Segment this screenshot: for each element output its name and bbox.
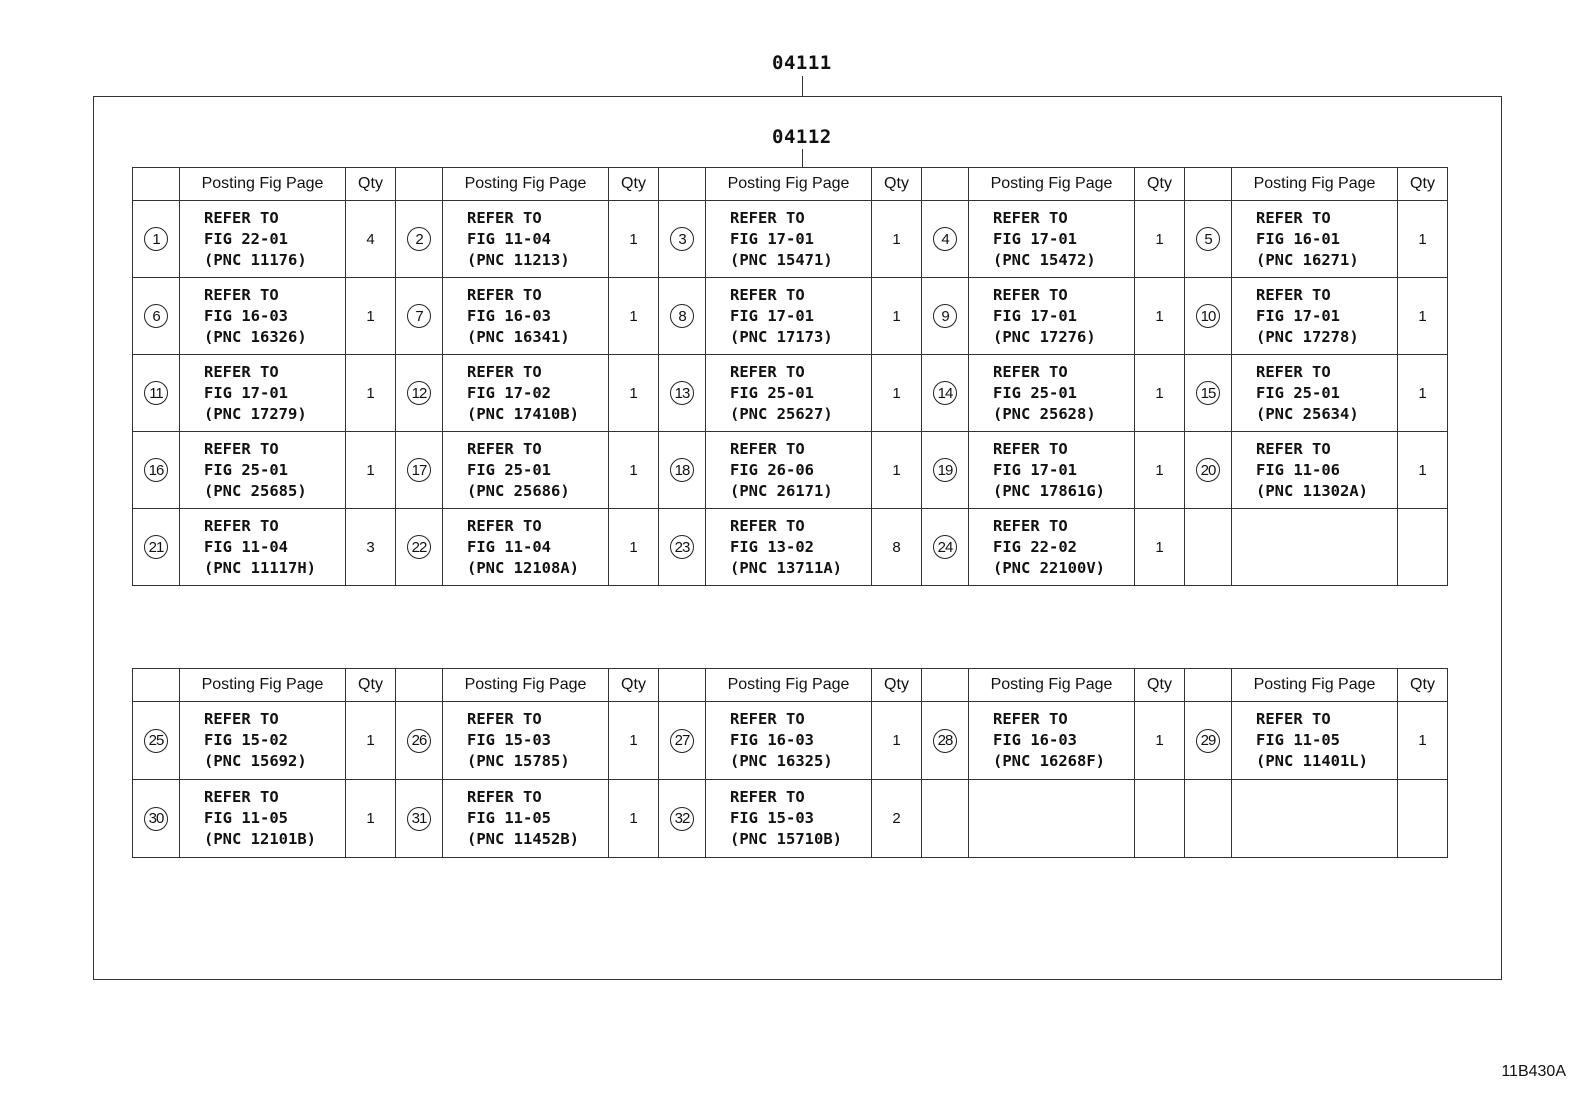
subassembly-label: 04112 — [772, 126, 832, 148]
quantity-cell — [1398, 780, 1448, 858]
header-posting-fig-page: Posting Fig Page — [969, 168, 1135, 201]
fig-page-text: FIG 16-03 — [730, 731, 814, 749]
fig-page-text: FIG 17-01 — [730, 229, 814, 248]
quantity-cell: 1 — [609, 702, 659, 780]
header-blank-cell — [659, 168, 706, 201]
item-number-cell — [396, 355, 443, 432]
pnc-text: (PNC 26171) — [730, 481, 833, 500]
refer-to-text: REFER TO — [467, 208, 542, 227]
item-number-callout: 19 — [933, 458, 957, 482]
refer-to-text: REFER TO — [993, 285, 1068, 304]
reference-cell — [706, 702, 872, 780]
pnc-text: (PNC 16325) — [730, 752, 833, 770]
reference-cell — [180, 702, 346, 780]
fig-page-text: FIG 11-04 — [204, 537, 288, 556]
fig-page-text: FIG 25-01 — [467, 460, 551, 479]
reference-cell — [1232, 355, 1398, 432]
item-number-cell — [922, 702, 969, 780]
pnc-text: (PNC 17410B) — [467, 404, 579, 423]
item-number-cell — [659, 702, 706, 780]
table-row — [133, 702, 1448, 780]
reference-cell — [969, 702, 1135, 780]
quantity-cell: 1 — [609, 278, 659, 355]
pnc-text: (PNC 12108A) — [467, 558, 579, 577]
pnc-text: (PNC 25627) — [730, 404, 833, 423]
item-number-cell — [922, 355, 969, 432]
quantity-cell: 1 — [346, 278, 396, 355]
item-number-cell — [1185, 355, 1232, 432]
item-number-callout: 8 — [670, 304, 694, 328]
reference-cell — [180, 278, 346, 355]
fig-page-text: FIG 15-03 — [730, 809, 814, 827]
reference-cell — [180, 355, 346, 432]
table-header-row — [133, 669, 1448, 702]
quantity-cell: 1 — [1135, 702, 1185, 780]
pnc-text: (PNC 13711A) — [730, 558, 842, 577]
quantity-cell: 1 — [872, 432, 922, 509]
header-posting-fig-page: Posting Fig Page — [443, 669, 609, 702]
fig-page-text: FIG 22-01 — [204, 229, 288, 248]
table-row — [133, 509, 1448, 586]
item-number-cell — [396, 278, 443, 355]
item-number-callout: 13 — [670, 381, 694, 405]
reference-cell — [180, 432, 346, 509]
quantity-cell: 1 — [609, 780, 659, 858]
refer-to-text: REFER TO — [993, 439, 1068, 458]
fig-page-text: FIG 15-03 — [467, 731, 551, 749]
item-number-callout: 24 — [933, 535, 957, 559]
pnc-text: (PNC 16271) — [1256, 250, 1359, 269]
quantity-cell: 1 — [346, 702, 396, 780]
reference-cell — [706, 509, 872, 586]
quantity-cell: 8 — [872, 509, 922, 586]
item-number-cell — [133, 702, 180, 780]
reference-cell — [443, 278, 609, 355]
pnc-text: (PNC 15710B) — [730, 830, 842, 848]
fig-page-text: FIG 17-01 — [730, 306, 814, 325]
item-number-callout: 6 — [144, 304, 168, 328]
reference-cell — [969, 432, 1135, 509]
quantity-cell: 1 — [1135, 355, 1185, 432]
refer-to-text: REFER TO — [730, 710, 805, 728]
reference-cell — [180, 509, 346, 586]
reference-cell — [969, 355, 1135, 432]
header-posting-fig-page: Posting Fig Page — [706, 669, 872, 702]
item-number-cell — [396, 509, 443, 586]
pnc-text: (PNC 11302A) — [1256, 481, 1368, 500]
header-posting-fig-page: Posting Fig Page — [706, 168, 872, 201]
header-blank-cell — [396, 669, 443, 702]
refer-to-text: REFER TO — [993, 208, 1068, 227]
item-number-callout: 29 — [1196, 729, 1220, 753]
pnc-text: (PNC 16268F) — [993, 752, 1105, 770]
item-number-callout: 5 — [1196, 227, 1220, 251]
fig-page-text: FIG 11-04 — [467, 537, 551, 556]
fig-page-text: FIG 25-01 — [204, 460, 288, 479]
pnc-text: (PNC 25685) — [204, 481, 307, 500]
item-number-cell — [659, 201, 706, 278]
header-qty: Qty — [1135, 669, 1185, 702]
quantity-cell: 1 — [1398, 278, 1448, 355]
reference-cell — [706, 432, 872, 509]
pnc-text: (PNC 15785) — [467, 752, 570, 770]
item-number-callout: 28 — [933, 729, 957, 753]
refer-to-text: REFER TO — [204, 362, 279, 381]
quantity-cell: 1 — [1398, 432, 1448, 509]
pnc-text: (PNC 16341) — [467, 327, 570, 346]
refer-to-text: REFER TO — [204, 710, 279, 728]
reference-cell — [1232, 278, 1398, 355]
header-qty: Qty — [1398, 168, 1448, 201]
item-number-callout: 30 — [144, 807, 168, 831]
pnc-text: (PNC 12101B) — [204, 830, 316, 848]
quantity-cell — [1135, 780, 1185, 858]
item-number-cell — [396, 201, 443, 278]
parts-reference-table-2 — [132, 668, 1448, 858]
item-number-callout: 11 — [144, 381, 168, 405]
pnc-text: (PNC 25634) — [1256, 404, 1359, 423]
item-number-cell — [659, 278, 706, 355]
refer-to-text: REFER TO — [204, 516, 279, 535]
table-row — [133, 201, 1448, 278]
assembly-label: 04111 — [772, 52, 832, 74]
item-number-cell — [922, 780, 969, 858]
reference-cell — [443, 509, 609, 586]
quantity-cell — [1398, 509, 1448, 586]
refer-to-text: REFER TO — [204, 439, 279, 458]
quantity-cell: 1 — [1135, 432, 1185, 509]
refer-to-text: REFER TO — [204, 208, 279, 227]
quantity-cell: 1 — [609, 201, 659, 278]
pnc-text: (PNC 17173) — [730, 327, 833, 346]
fig-page-text: FIG 16-01 — [1256, 229, 1340, 248]
item-number-callout: 1 — [144, 227, 168, 251]
reference-cell — [706, 355, 872, 432]
quantity-cell: 1 — [872, 355, 922, 432]
reference-cell — [1232, 432, 1398, 509]
quantity-cell: 1 — [1135, 509, 1185, 586]
pnc-text: (PNC 25628) — [993, 404, 1096, 423]
quantity-cell: 1 — [1398, 702, 1448, 780]
header-qty: Qty — [872, 168, 922, 201]
refer-to-text: REFER TO — [1256, 439, 1331, 458]
refer-to-text: REFER TO — [993, 710, 1068, 728]
pnc-text: (PNC 25686) — [467, 481, 570, 500]
header-blank-cell — [133, 669, 180, 702]
quantity-cell: 4 — [346, 201, 396, 278]
item-number-cell — [922, 432, 969, 509]
reference-cell — [443, 702, 609, 780]
quantity-cell: 1 — [346, 780, 396, 858]
item-number-cell — [1185, 780, 1232, 858]
fig-page-text: FIG 25-01 — [1256, 383, 1340, 402]
quantity-cell: 1 — [609, 432, 659, 509]
header-qty: Qty — [1398, 669, 1448, 702]
fig-page-text: FIG 17-01 — [993, 460, 1077, 479]
refer-to-text: REFER TO — [467, 285, 542, 304]
quantity-cell: 1 — [1135, 278, 1185, 355]
pnc-text: (PNC 11117H) — [204, 558, 316, 577]
item-number-cell — [922, 278, 969, 355]
fig-page-text: FIG 17-01 — [1256, 306, 1340, 325]
fig-page-text: FIG 17-01 — [204, 383, 288, 402]
item-number-cell — [1185, 201, 1232, 278]
refer-to-text: REFER TO — [467, 788, 542, 806]
quantity-cell: 1 — [609, 355, 659, 432]
item-number-callout: 23 — [670, 535, 694, 559]
reference-cell — [1232, 509, 1398, 586]
fig-page-text: FIG 17-02 — [467, 383, 551, 402]
item-number-cell — [133, 201, 180, 278]
pnc-text: (PNC 17861G) — [993, 481, 1105, 500]
quantity-cell: 1 — [1135, 201, 1185, 278]
item-number-callout: 18 — [670, 458, 694, 482]
item-number-callout: 12 — [407, 381, 431, 405]
fig-page-text: FIG 13-02 — [730, 537, 814, 556]
quantity-cell: 2 — [872, 780, 922, 858]
item-number-cell — [133, 355, 180, 432]
refer-to-text: REFER TO — [1256, 285, 1331, 304]
quantity-cell: 1 — [872, 278, 922, 355]
table-row — [133, 355, 1448, 432]
item-number-callout: 7 — [407, 304, 431, 328]
reference-cell — [180, 201, 346, 278]
table-row — [133, 432, 1448, 509]
refer-to-text: REFER TO — [204, 788, 279, 806]
reference-cell — [969, 201, 1135, 278]
pnc-text: (PNC 11213) — [467, 250, 570, 269]
quantity-cell: 1 — [872, 702, 922, 780]
reference-cell — [969, 278, 1135, 355]
item-number-callout: 22 — [407, 535, 431, 559]
header-posting-fig-page: Posting Fig Page — [180, 669, 346, 702]
item-number-cell — [659, 355, 706, 432]
header-posting-fig-page: Posting Fig Page — [1232, 168, 1398, 201]
item-number-cell — [922, 509, 969, 586]
item-number-callout: 10 — [1196, 304, 1220, 328]
refer-to-text: REFER TO — [467, 516, 542, 535]
header-blank-cell — [133, 168, 180, 201]
item-number-cell — [133, 432, 180, 509]
header-blank-cell — [922, 168, 969, 201]
fig-page-text: FIG 16-03 — [993, 731, 1077, 749]
pnc-text: (PNC 17279) — [204, 404, 307, 423]
reference-cell — [180, 780, 346, 858]
item-number-cell — [133, 780, 180, 858]
item-number-callout: 27 — [670, 729, 694, 753]
quantity-cell: 1 — [609, 509, 659, 586]
header-qty: Qty — [609, 168, 659, 201]
header-qty: Qty — [872, 669, 922, 702]
assembly-leader-line — [802, 76, 803, 96]
header-posting-fig-page: Posting Fig Page — [180, 168, 346, 201]
reference-cell — [1232, 702, 1398, 780]
item-number-callout: 3 — [670, 227, 694, 251]
refer-to-text: REFER TO — [1256, 208, 1331, 227]
quantity-cell: 1 — [1398, 355, 1448, 432]
refer-to-text: REFER TO — [204, 285, 279, 304]
pnc-text: (PNC 15471) — [730, 250, 833, 269]
pnc-text: (PNC 15692) — [204, 752, 307, 770]
reference-cell — [1232, 201, 1398, 278]
pnc-text: (PNC 11176) — [204, 250, 307, 269]
refer-to-text: REFER TO — [730, 208, 805, 227]
table-row — [133, 780, 1448, 858]
item-number-cell — [659, 509, 706, 586]
refer-to-text: REFER TO — [467, 710, 542, 728]
item-number-cell — [133, 278, 180, 355]
item-number-cell — [1185, 432, 1232, 509]
table-row — [133, 278, 1448, 355]
item-number-cell — [922, 201, 969, 278]
item-number-callout: 9 — [933, 304, 957, 328]
refer-to-text: REFER TO — [730, 788, 805, 806]
refer-to-text: REFER TO — [467, 362, 542, 381]
header-qty: Qty — [609, 669, 659, 702]
subassembly-leader-line — [802, 149, 803, 167]
quantity-cell: 1 — [346, 355, 396, 432]
header-qty: Qty — [1135, 168, 1185, 201]
quantity-cell: 1 — [1398, 201, 1448, 278]
fig-page-text: FIG 25-01 — [993, 383, 1077, 402]
reference-cell — [443, 432, 609, 509]
reference-cell — [443, 201, 609, 278]
item-number-callout: 2 — [407, 227, 431, 251]
header-blank-cell — [1185, 168, 1232, 201]
pnc-text: (PNC 17276) — [993, 327, 1096, 346]
refer-to-text: REFER TO — [467, 439, 542, 458]
refer-to-text: REFER TO — [993, 362, 1068, 381]
item-number-callout: 16 — [144, 458, 168, 482]
header-posting-fig-page: Posting Fig Page — [969, 669, 1135, 702]
item-number-callout: 25 — [144, 729, 168, 753]
fig-page-text: FIG 17-01 — [993, 229, 1077, 248]
fig-page-text: FIG 17-01 — [993, 306, 1077, 325]
fig-page-text: FIG 25-01 — [730, 383, 814, 402]
pnc-text: (PNC 11452B) — [467, 830, 579, 848]
item-number-cell — [659, 432, 706, 509]
item-number-cell — [133, 509, 180, 586]
reference-cell — [443, 355, 609, 432]
reference-cell — [969, 780, 1135, 858]
reference-cell — [443, 780, 609, 858]
quantity-cell: 1 — [872, 201, 922, 278]
fig-page-text: FIG 11-04 — [467, 229, 551, 248]
reference-cell — [969, 509, 1135, 586]
quantity-cell: 3 — [346, 509, 396, 586]
fig-page-text: FIG 16-03 — [204, 306, 288, 325]
pnc-text: (PNC 11401L) — [1256, 752, 1368, 770]
item-number-callout: 20 — [1196, 458, 1220, 482]
header-blank-cell — [659, 669, 706, 702]
fig-page-text: FIG 15-02 — [204, 731, 288, 749]
item-number-cell — [396, 780, 443, 858]
fig-page-text: FIG 11-05 — [1256, 731, 1340, 749]
item-number-callout: 32 — [670, 807, 694, 831]
table-header-row — [133, 168, 1448, 201]
header-posting-fig-page: Posting Fig Page — [1232, 669, 1398, 702]
item-number-cell — [1185, 278, 1232, 355]
item-number-cell — [396, 432, 443, 509]
header-blank-cell — [396, 168, 443, 201]
header-blank-cell — [922, 669, 969, 702]
header-qty: Qty — [346, 168, 396, 201]
figure-code: 11B430A — [1501, 1063, 1566, 1080]
header-qty: Qty — [346, 669, 396, 702]
refer-to-text: REFER TO — [730, 285, 805, 304]
fig-page-text: FIG 16-03 — [467, 306, 551, 325]
item-number-callout: 14 — [933, 381, 957, 405]
refer-to-text: REFER TO — [1256, 710, 1331, 728]
refer-to-text: REFER TO — [730, 439, 805, 458]
item-number-callout: 4 — [933, 227, 957, 251]
header-posting-fig-page: Posting Fig Page — [443, 168, 609, 201]
fig-page-text: FIG 11-05 — [467, 809, 551, 827]
item-number-callout: 17 — [407, 458, 431, 482]
refer-to-text: REFER TO — [730, 516, 805, 535]
reference-cell — [1232, 780, 1398, 858]
item-number-callout: 31 — [407, 807, 431, 831]
fig-page-text: FIG 11-05 — [204, 809, 288, 827]
pnc-text: (PNC 16326) — [204, 327, 307, 346]
item-number-cell — [1185, 702, 1232, 780]
item-number-cell — [396, 702, 443, 780]
reference-cell — [706, 278, 872, 355]
header-blank-cell — [1185, 669, 1232, 702]
parts-reference-table-1 — [132, 167, 1448, 586]
pnc-text: (PNC 15472) — [993, 250, 1096, 269]
pnc-text: (PNC 17278) — [1256, 327, 1359, 346]
fig-page-text: FIG 11-06 — [1256, 460, 1340, 479]
refer-to-text: REFER TO — [730, 362, 805, 381]
refer-to-text: REFER TO — [993, 516, 1068, 535]
quantity-cell: 1 — [346, 432, 396, 509]
reference-cell — [706, 780, 872, 858]
item-number-cell — [1185, 509, 1232, 586]
item-number-callout: 26 — [407, 729, 431, 753]
item-number-callout: 21 — [144, 535, 168, 559]
item-number-cell — [659, 780, 706, 858]
refer-to-text: REFER TO — [1256, 362, 1331, 381]
pnc-text: (PNC 22100V) — [993, 558, 1105, 577]
fig-page-text: FIG 22-02 — [993, 537, 1077, 556]
fig-page-text: FIG 26-06 — [730, 460, 814, 479]
reference-cell — [706, 201, 872, 278]
item-number-callout: 15 — [1196, 381, 1220, 405]
